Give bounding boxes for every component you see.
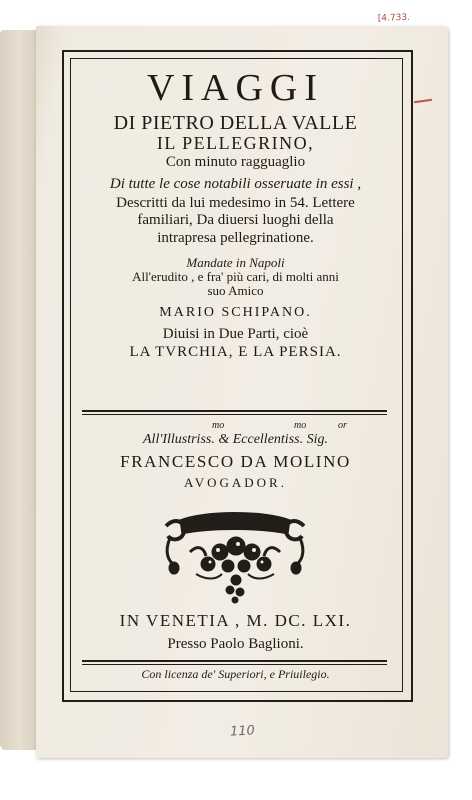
license-block xyxy=(72,668,399,681)
separator-rule-top xyxy=(82,410,387,412)
parts-line: LA TVRCHIA, E LA PERSIA. xyxy=(129,344,342,361)
superscript-3: or xyxy=(338,420,347,431)
dedication-line: All'Illustriss. & Eccellentiss. Sig. xyxy=(143,432,328,447)
separator-rule-bottom-thin xyxy=(82,664,387,665)
imprint-printer: Presso Paolo Baglioni. xyxy=(167,635,304,652)
description-line-1: Descritti da lui medesimo in 54. Lettere xyxy=(116,194,355,211)
dedication-block xyxy=(72,420,399,490)
separator-rule-bottom xyxy=(82,660,387,662)
dedication-superscripts xyxy=(72,420,399,432)
license-line: Con licenza de' Superiori, e Priuilegio. xyxy=(141,667,330,681)
imprint-block xyxy=(72,612,399,652)
separator-rule-top-thin xyxy=(82,414,387,415)
description-line-2: familiari, Da diuersi luoghi della xyxy=(137,212,334,229)
author-line: DI PIETRO DELLA VALLE xyxy=(113,111,358,134)
superscript-2: mo xyxy=(294,420,307,431)
superscript-1: mo xyxy=(212,420,225,431)
italic-description-line: Di tutte le cose notabili osseruate in essi , xyxy=(109,176,362,193)
epithet-line: IL PELLEGRINO, xyxy=(156,132,315,153)
printers-ornament-woodcut xyxy=(160,508,310,608)
handwritten-shelf-mark: 110 xyxy=(229,723,256,740)
pencil-corner-note: [4.733. xyxy=(377,12,411,24)
main-title: VIAGGI xyxy=(146,67,325,109)
division-line: Diuisi in Due Parti, cioè xyxy=(162,325,309,342)
imprint-place-date: IN VENETIA , M. DC. LXI. xyxy=(119,611,352,630)
subtitle-line: Con minuto ragguaglio xyxy=(165,153,306,170)
recipient-line-2: suo Amico xyxy=(207,283,264,299)
dedicatee-name: FRANCESCO DA MOLINO xyxy=(120,452,351,472)
title-block xyxy=(72,60,399,361)
description-line-3: intrapresa pellegrinatione. xyxy=(157,229,314,246)
recipient-name: MARIO SCHIPANO. xyxy=(159,304,312,320)
mandate-line: Mandate in Napoli xyxy=(186,254,285,270)
dedicatee-title: AVOGADOR. xyxy=(184,475,287,491)
recipient-line-1: All'erudito , e fra' più cari, di molti anni xyxy=(132,268,339,284)
